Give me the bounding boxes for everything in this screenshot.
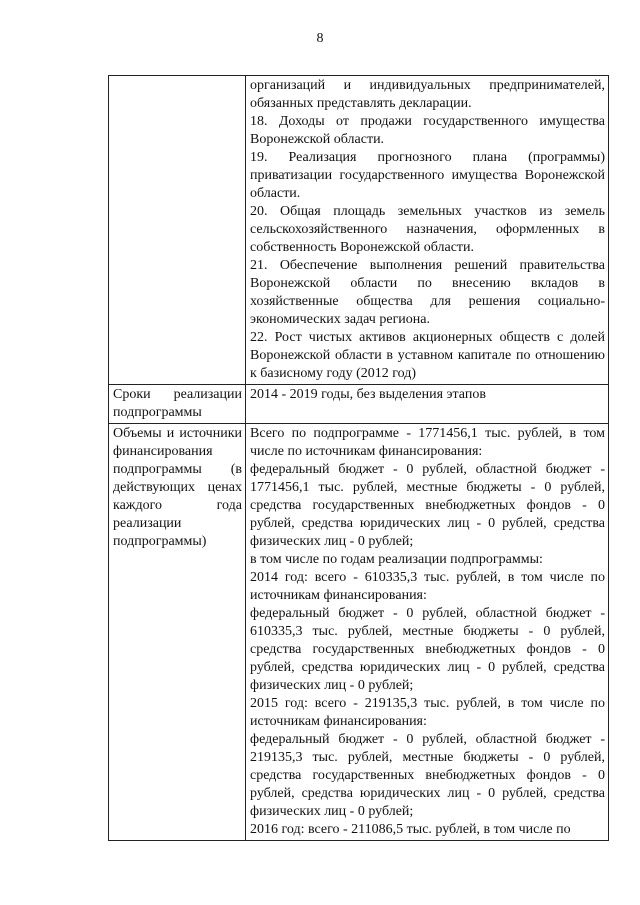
financing-paragraph: федеральный бюджет - 0 рублей, областной бюджет - 610335,3 тыс. рублей, местные бюджеты - 0 рублей, средства государственных внебюджетных фондов - 0 рублей, средства юридических лиц - 0 рублей, средства физических лиц - 0 рублей; [250, 606, 605, 693]
row-content-financing [246, 424, 609, 841]
row-label-financing: Объемы и источники финансирования подпрограммы (в действующих ценах каждого года реализации подпрограммы) [109, 424, 246, 841]
table-row-financing [109, 424, 609, 841]
page-number: 8 [316, 31, 324, 46]
indicator-paragraph: организаций и индивидуальных предпринимателей, обязанных представлять декларации. [250, 78, 605, 111]
financing-paragraph: Всего по подпрограмме - 1771456,1 тыс. рублей, в том числе по источникам финансирования: [250, 426, 605, 459]
indicator-paragraph: 20. Общая площадь земельных участков из земель сельскохозяйственного назначения, оформленных в собственность Воронежской области. [250, 204, 605, 255]
row-label-timeframe: Сроки реализации подпрограммы [109, 385, 246, 424]
row-content-timeframe [246, 385, 609, 424]
subprogram-passport-table [108, 75, 609, 841]
indicator-paragraph: 21. Обеспечение выполнения решений правительства Воронежской области по внесению вкладов в хозяйственные общества для решения социально-экономических задач региона. [250, 258, 605, 327]
table-row-indicators-continued [109, 76, 609, 385]
indicator-paragraph: 19. Реализация прогнозного плана (программы) приватизации государственного имущества Воронежской области. [250, 150, 605, 201]
row-content-indicators [246, 76, 609, 385]
financing-paragraph: федеральный бюджет - 0 рублей, областной бюджет - 219135,3 тыс. рублей, местные бюджеты - 0 рублей, средства государственных внебюджетных фондов - 0 рублей, средства юридических лиц - 0 рублей, средства физических лиц - 0 рублей; [250, 732, 605, 819]
timeframe-paragraph: 2014 - 2019 годы, без выделения этапов [250, 387, 486, 402]
indicator-paragraph: 18. Доходы от продажи государственного имущества Воронежской области. [250, 114, 605, 147]
row-label-indicators [109, 76, 246, 385]
financing-paragraph: 2016 год: всего - 211086,5 тыс. рублей, в том числе по [250, 822, 571, 837]
indicator-paragraph: 22. Рост чистых активов акционерных обществ с долей Воронежской области в уставном капитале по отношению к базисному году (2012 год) [250, 330, 605, 381]
financing-paragraph: в том числе по годам реализации подпрограммы: [250, 552, 543, 567]
financing-paragraph: 2014 год: всего - 610335,3 тыс. рублей, в том числе по источникам финансирования: [250, 570, 605, 603]
financing-paragraph: 2015 год: всего - 219135,3 тыс. рублей, в том числе по источникам финансирования: [250, 696, 605, 729]
financing-paragraph: федеральный бюджет - 0 рублей, областной бюджет - 1771456,1 тыс. рублей, местные бюджеты - 0 рублей, средства государственных внебюджетных фондов - 0 рублей, средства юридических лиц - 0 рублей, средства физических лиц - 0 рублей; [250, 462, 605, 549]
table-row-timeframe [109, 385, 609, 424]
